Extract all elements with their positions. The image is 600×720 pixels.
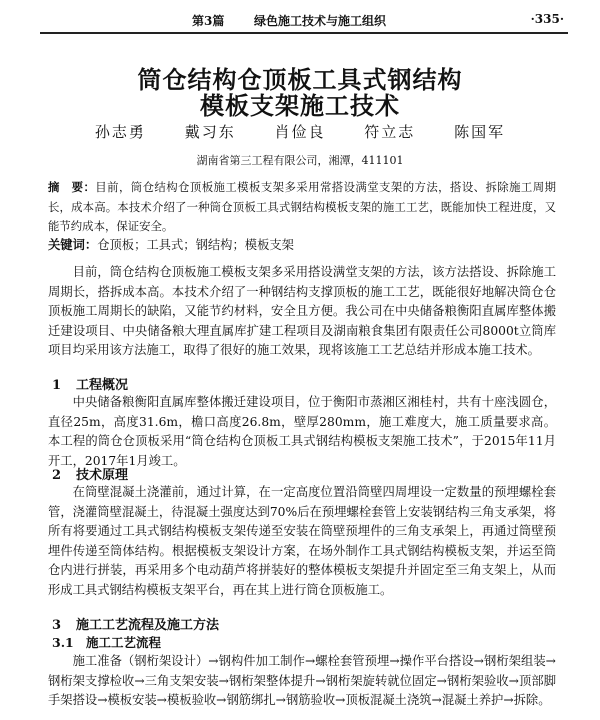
section-1-paragraph: 中央储备粮衡阳直属库整体搬迁建设项目，位于衡阳市蒸湘区湘桂村，共有十座浅圆仓，直径25m，高度31.6m，檐口高度26.8m，壁厚280mm，施工难度大，施工质量要求高。本工程的筒仓仓顶板采用“筒仓结构仓顶板工具式钢结构模板支架施工技术”，于2015年11月开工，2017年1月竣工。 (48, 395, 556, 468)
author-name: 肖俭良 (274, 123, 326, 141)
article-title-line-1: 筒仓结构仓顶板工具式钢结构 (137, 65, 463, 94)
author-name: 戴习东 (184, 123, 236, 141)
author-name: 符立志 (364, 123, 416, 141)
subsection-number: 3.1 (52, 635, 74, 650)
author-name: 孙志勇 (94, 123, 146, 141)
page-number: ·335· (530, 12, 564, 26)
abstract-label: 摘 要： (48, 180, 96, 194)
affiliation: 湖南省第三工程有限公司，湘潭，411101 (196, 154, 404, 167)
author-list (0, 121, 600, 142)
subsection-title: 施工工艺流程 (86, 635, 162, 650)
section-2-paragraph: 在筒壁混凝土浇灌前，通过计算，在一定高度位置沿筒壁四周埋设一定数量的预埋螺栓套管，浇灌筒壁混凝土，待混凝土强度达到70%后在预埋螺栓套管上安装钢结构三角支承架，将所有将要通过工具式钢结构模板支架传递至安装在筒壁预埋件的三角支承架上，再通过筒壁预埋件传递至筒体结构。根据模板支架设计方案，在场外制作工具式钢结构模板支架，并运至筒仓内进行拼装，再采用多个电动葫芦将拼装好的整体模板支架提升并固定至三角支架上，从而形成工具式钢结构模板支架平台，再在其上进行筒仓顶板施工。 (48, 485, 556, 597)
abstract-text: 目前，筒仓结构仓顶板施工模板支架多采用常搭设满堂支架的方法，搭设、拆除施工周期长，成本高。本技术介绍了一种筒仓顶板工具式钢结构模板支架的施工工艺，既能加快工程进度，又能节约成本，保证安全。 (48, 180, 556, 233)
intro-paragraph: 目前，筒仓结构仓顶板施工模板支架多采用搭设满堂支架的方法，该方法搭设、拆除施工周期长，搭拆成本高。本技术介绍了一种钢结构支撑顶板的施工工艺，既能很好地解决筒仓仓顶板施工周期长的缺陷，又能节约材料，安全且方便。我公司在中央储备粮衡阳直属库整体搬迁建设项目、中央储备粮大理直属库扩建工程项目及湖南粮食集团有限责任公司8000t立筒库项目均采用该方法施工，取得了很好的施工效果，现将该施工工艺总结并形成本施工技术。 (48, 265, 556, 357)
section-number: 1 (52, 378, 62, 393)
keywords-label: 关键词： (48, 237, 98, 252)
section-1-heading (52, 374, 128, 393)
header-part: 第3篇 (192, 14, 225, 28)
process-flow-paragraph: 施工准备（钢桁架设计）→钢构件加工制作→螺栓套管预埋→操作平台搭设→钢桁架组装→钢桁架支撑检收→三角支架安装→钢桁架整体提升→钢桁架旋转就位固定→钢桁架验收→顶部脚手架搭设→模板安装→模板验收→钢筋绑扎→钢筋验收→顶板混凝土浇筑→混凝土养护→拆除。 (48, 654, 556, 707)
running-header (40, 8, 568, 34)
section-2-heading (52, 464, 128, 483)
keywords-text: 仓顶板；工具式；钢结构；模板支架 (97, 238, 294, 252)
article-title-line-2: 模板支架施工技术 (200, 91, 400, 120)
section-title: 工程概况 (76, 378, 129, 393)
abstract (48, 178, 556, 237)
section-number: 2 (52, 468, 62, 483)
subsection-3-1-heading (52, 633, 161, 651)
header-subject: 绿色施工技术与施工组织 (254, 14, 387, 28)
section-title: 技术原理 (76, 468, 129, 483)
section-3-heading (52, 614, 219, 633)
section-title: 施工工艺流程及施工方法 (76, 618, 220, 633)
section-number: 3 (52, 618, 62, 633)
author-name: 陈国军 (454, 123, 506, 141)
keywords (48, 235, 556, 256)
